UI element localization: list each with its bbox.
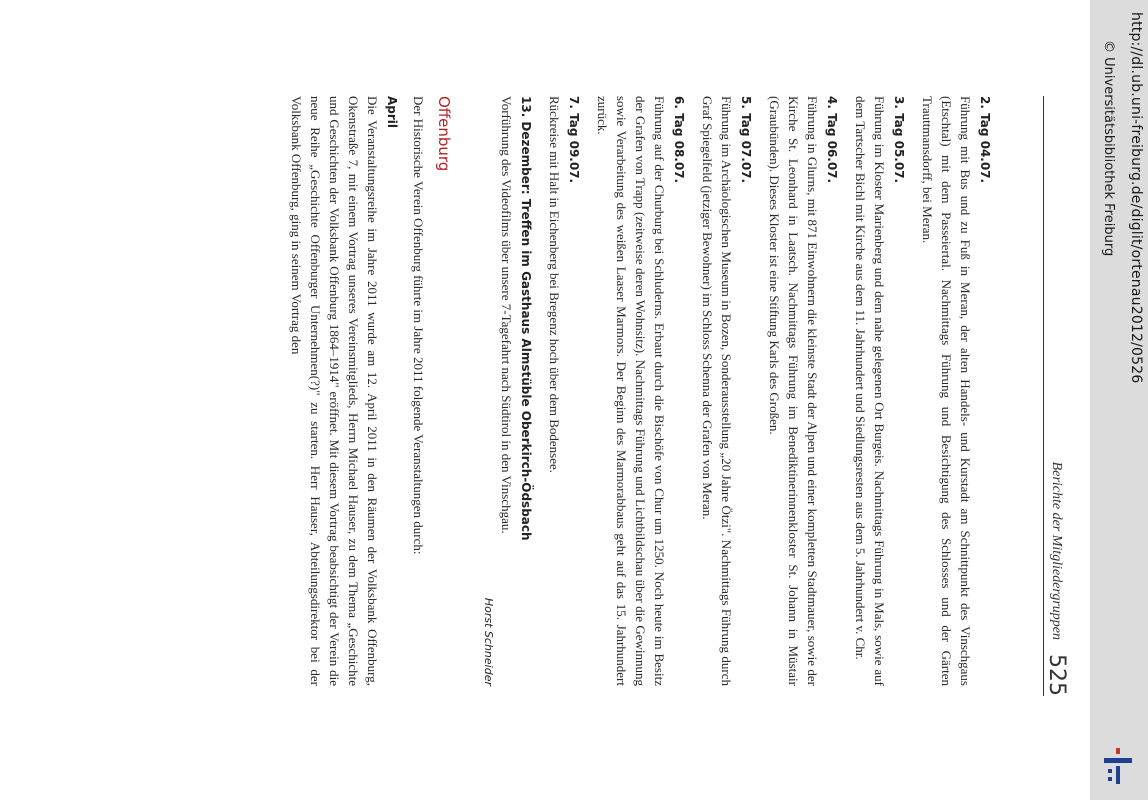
- running-head: [1043, 96, 1072, 696]
- entry-heading: 2. Tag 04.07.: [978, 96, 992, 184]
- ub-freiburg-logo-icon: [1100, 744, 1136, 788]
- entry-day-3: [851, 96, 908, 686]
- author-signature: Horst Schneider: [482, 597, 495, 686]
- copyright-notice: © Universitätsbibliothek Freiburg: [1101, 40, 1116, 257]
- entry-heading: 3. Tag 05.07.: [892, 96, 906, 184]
- entry-heading: 7. Tag 09.07.: [567, 96, 581, 184]
- sidebar-rotated: [1090, 0, 1148, 800]
- entry-heading: 4. Tag 06.07.: [825, 96, 839, 184]
- month-heading: April: [385, 96, 399, 129]
- entry-heading: 13. Dezember: Treffen im Gasthaus Almstüble Oberkirch-Ödsbach: [519, 96, 533, 541]
- entry-december: [480, 96, 535, 686]
- text-column: [287, 96, 994, 686]
- section-intro: Der Historische Verein Offenburg führte im Jahre 2011 folgende Veranstaltungen durch:: [411, 96, 426, 555]
- entry-text: Vorführung des Videofilms über unsere 7-Tagefahrt nach Südtirol in den Vinschgau.: [499, 96, 514, 534]
- entry-text: Führung auf der Churburg bei Schluderns. Erbaut durch die Bischöfe von Chur um 1250. Noch heute im Besitz der Grafen von Trapp (zeitweise deren Wohnsitz). Nachmittags Führung und Lichtbildschau über die Gewinnung sowie Verarbeitung des weißen Laaser Marmors. Der Beginn des Marmorabbaus geht auf das 15. Jahrhundert zurück.: [595, 96, 667, 686]
- section-text: Die Veranstaltungsreihe im Jahre 2011 wurde am 12. April 2011 in den Räumen der Volksbank Offenburg, Okenstraße 7, mit einem Vortrag unseres Vereinsmitglieds, Herrn Michael Hauser, zu dem Thema „Geschichte und Geschichten der Volksbank Offenburg 1864–1914" eröffnet. Mit diesem Vortrag beabsichtigt der Verein die neue Reihe „Geschichte Offenburger Unternehmen(?)" zu starten. Herr Hauser, Abteilungsdirektor bei der Volksbank Offenburg, ging in seinem Vortrag den: [289, 96, 380, 686]
- section-title: Offenburg: [435, 96, 453, 172]
- page-number: 525: [1044, 654, 1069, 696]
- entry-heading: 6. Tag 08.07.: [672, 96, 686, 184]
- entry-text: Führung im Archäologischen Museum in Bozen, Sonderausstellung „20 Jahre Ötzi". Nachmittags Führung durch Graf Spiegelfeld (jetziger Bewohner) im Schloss Schenna der Grafen von Meran.: [700, 96, 734, 686]
- entry-day-2: [918, 96, 994, 686]
- entry-text: Führung in Glurns, mit 871 Einwohnern die kleinste Stadt der Alpen und einer kompletten Stadtmauer, sowie der Kirche St. Leonhard in Laatsch. Nachmittags Führung im Benediktinerinnenkloster St. Johann in Müstair (Graubünden). Dieses Kloster ist eine Stiftung Karls des Großen.: [767, 96, 820, 686]
- library-sidebar: [1090, 0, 1148, 800]
- permalink[interactable]: http://dl.ub.uni-freiburg.de/diglit/ortenau2012/0526: [1128, 12, 1144, 384]
- entry-text: Führung im Kloster Marienberg und dem nahe gelegenen Ort Burgeis. Nachmittags Führung in Mals, sowie auf dem Tartscher Bichl mit Kirche aus dem 11. Jahrhundert und Siedlungsresten aus dem 5. Jahrhundert v. Chr.: [853, 96, 887, 686]
- entry-day-4: [765, 96, 841, 686]
- entry-text: Führung mit Bus und zu Fuß in Meran, der alten Handels- und Kurstadt am Schnittpunkt des Vinschgaus (Etschtal) mit dem Passeiertal. Nachmittags Führung und Besichtigung des Schlosses und der Gärten Trauttmansdorff, bei Meran.: [920, 96, 973, 686]
- entry-heading: 5. Tag 07.07.: [739, 96, 753, 184]
- entry-day-6: [593, 96, 688, 686]
- entry-day-5: [698, 96, 755, 686]
- entry-text: Rückreise mit Halt in Eichenberg bei Bregenz hoch über dem Bodensee.: [547, 96, 562, 473]
- entry-day-7: [545, 96, 583, 686]
- running-title: Berichte der Mitgliedergruppen: [1049, 461, 1064, 640]
